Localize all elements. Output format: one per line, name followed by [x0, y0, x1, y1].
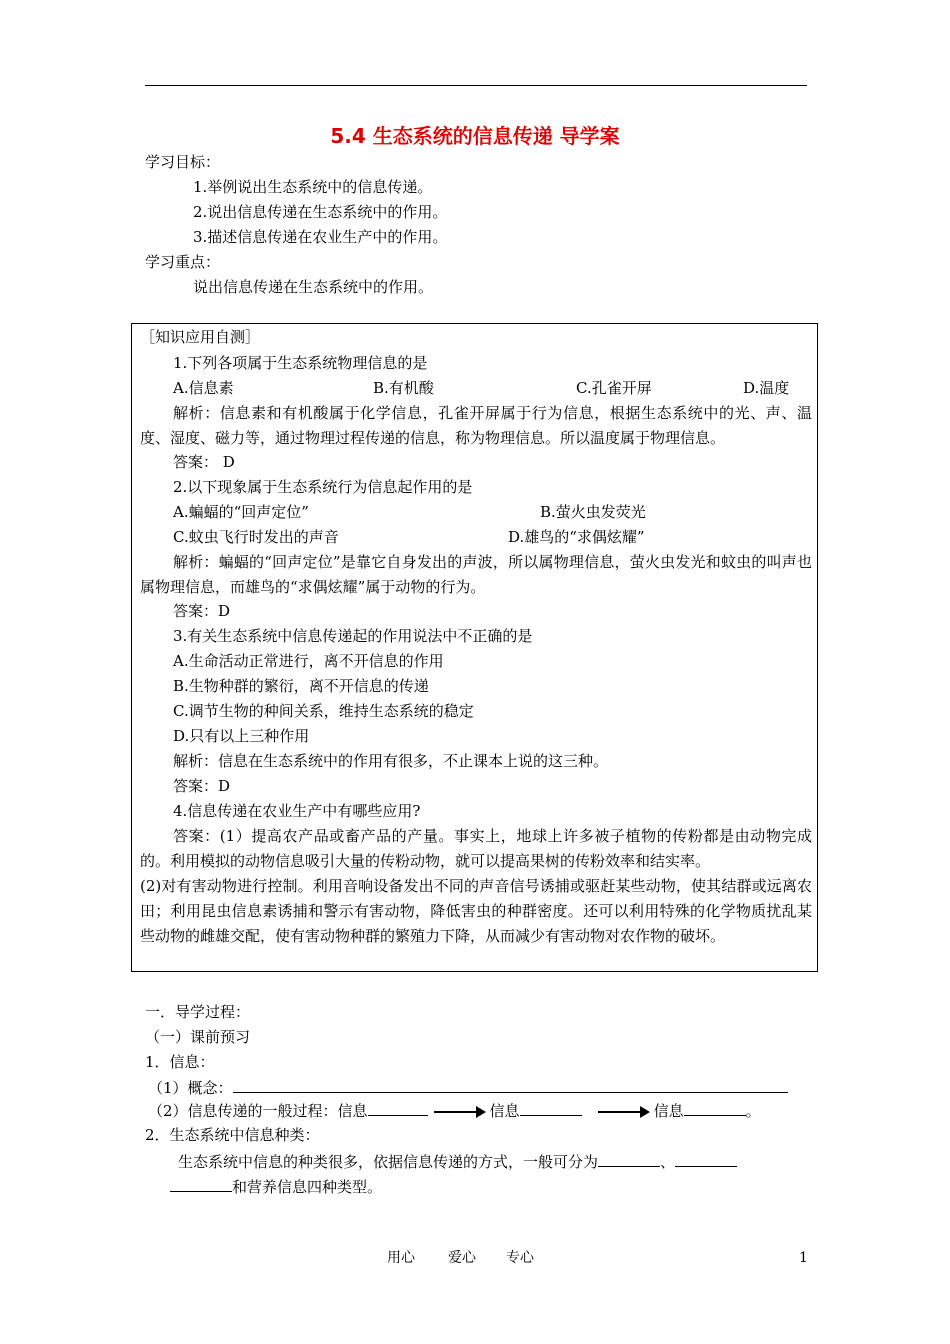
question-1-answer: 答案： D	[173, 453, 235, 471]
section-2-heading: 2．生态系统中信息种类：	[145, 1126, 320, 1144]
info-label-2: 信息	[489, 1102, 520, 1120]
question-3-option-c: C.调节生物的种间关系，维持生态系统的稳定	[173, 702, 474, 720]
types-line-1	[178, 1151, 737, 1172]
types-text: 生态系统中信息的种类很多，依据信息传递的方式，一般可分为	[178, 1153, 599, 1171]
process-label: （2）信息传递的一般过程：信息	[148, 1102, 368, 1120]
question-1-option-d: D.温度	[743, 379, 790, 397]
question-2-option-c: C.蚊虫飞行时发出的声音	[173, 528, 339, 546]
question-3-option-b: B.生物种群的繁衍，离不开信息的传递	[173, 677, 429, 695]
info-label-3: 信息	[653, 1102, 684, 1120]
question-4-answer-part2: (2)对有害动物进行控制。利用音响设备发出不同的声音信号诱捕或驱赶某些动物，使其结群或远离农田；利用昆虫信息素诱捕和警示有害动物，降低害虫的种群密度。还可以利用特殊的化学物质扰乱某些动物的雌雄交配，使有害动物种群的繁殖力下降，从而减少有害动物对农作物的破坏。	[140, 877, 812, 945]
arrow-icon	[434, 1111, 484, 1113]
types-line-2	[170, 1176, 382, 1197]
footer-motto-3: 专心	[506, 1250, 534, 1266]
question-3-option-a: A.生命活动正常进行，离不开信息的作用	[173, 652, 444, 670]
arrow-icon	[598, 1111, 648, 1113]
focus-text: 说出信息传递在生态系统中的作用。	[193, 278, 434, 296]
types-tail: 和营养信息四种类型。	[232, 1178, 383, 1196]
question-1-option-c: C.孔雀开屏	[576, 379, 652, 397]
section-1-heading: 1．信息：	[145, 1053, 215, 1071]
self-test-heading: ［知识应用自测］	[140, 328, 261, 346]
question-1-option-b: B.有机酸	[373, 379, 434, 397]
type-blank-1[interactable]	[598, 1151, 660, 1167]
page-number: 1	[799, 1250, 808, 1266]
page-title: 5.4 生态系统的信息传递 导学案	[330, 124, 620, 148]
info-blank-2[interactable]	[520, 1100, 582, 1116]
question-2-option-d: D.雄鸟的“求偶炫耀”	[508, 528, 645, 546]
info-blank-3[interactable]	[684, 1100, 746, 1116]
info-blank-1[interactable]	[368, 1100, 428, 1116]
question-3-answer: 答案：D	[173, 777, 231, 795]
guide-heading: 一．导学过程：	[145, 1003, 251, 1021]
question-1-stem: 1.下列各项属于生态系统物理信息的是	[173, 354, 428, 372]
header-rule	[145, 85, 807, 86]
question-3-option-d: D.只有以上三种作用	[173, 727, 310, 745]
separator: 、	[660, 1153, 676, 1171]
question-2-stem: 2.以下现象属于生态系统行为信息起作用的是	[173, 478, 473, 496]
concept-row	[148, 1077, 788, 1098]
preview-heading: （一）课前预习	[145, 1028, 251, 1046]
objective-item: 3.描述信息传递在农业生产中的作用。	[193, 228, 448, 246]
footer-motto-2: 爱心	[448, 1250, 476, 1266]
concept-blank[interactable]	[233, 1077, 788, 1093]
objective-item: 1.举例说出生态系统中的信息传递。	[193, 178, 433, 196]
footer-motto-1: 用心	[387, 1250, 415, 1266]
question-4-stem: 4.信息传递在农业生产中有哪些应用?	[173, 802, 421, 820]
question-3-stem: 3.有关生态系统中信息传递起的作用说法中不正确的是	[173, 627, 533, 645]
concept-label: （1）概念：	[148, 1079, 233, 1097]
period: 。	[745, 1102, 761, 1120]
question-2-option-b: B.萤火虫发荧光	[540, 503, 646, 521]
question-1-option-a: A.信息素	[173, 379, 234, 397]
question-1-analysis: 解析：信息素和有机酸属于化学信息，孔雀开屏属于行为信息，根据生态系统中的光、声、温度、湿度、磁力等，通过物理过程传递的信息，称为物理信息。所以温度属于物理信息。	[140, 404, 812, 447]
type-blank-2[interactable]	[675, 1151, 737, 1167]
question-4-answer-part1: 答案：(1）提高农产品或畜产品的产量。事实上，地球上许多被子植物的传粉都是由动物完成的。利用模拟的动物信息吸引大量的传粉动物，就可以提高果树的传粉效率和结实率。	[140, 827, 812, 870]
focus-heading: 学习重点：	[145, 253, 221, 271]
question-2-answer: 答案：D	[173, 602, 231, 620]
question-3-analysis: 解析：信息在生态系统中的作用有很多，不止课本上说的这三种。	[173, 752, 609, 770]
objectives-heading: 学习目标：	[145, 153, 221, 171]
objective-item: 2.说出信息传递在生态系统中的作用。	[193, 203, 448, 221]
question-2-analysis: 解析：蝙蝠的“回声定位”是靠它自身发出的声波，所以属物理信息，萤火虫发光和蚊虫的叫声也属物理信息，而雄鸟的“求偶炫耀”属于动物的行为。	[140, 553, 812, 596]
question-2-option-a: A.蝙蝠的“回声定位”	[173, 503, 309, 521]
type-blank-3[interactable]	[170, 1176, 232, 1192]
process-row	[148, 1100, 761, 1121]
